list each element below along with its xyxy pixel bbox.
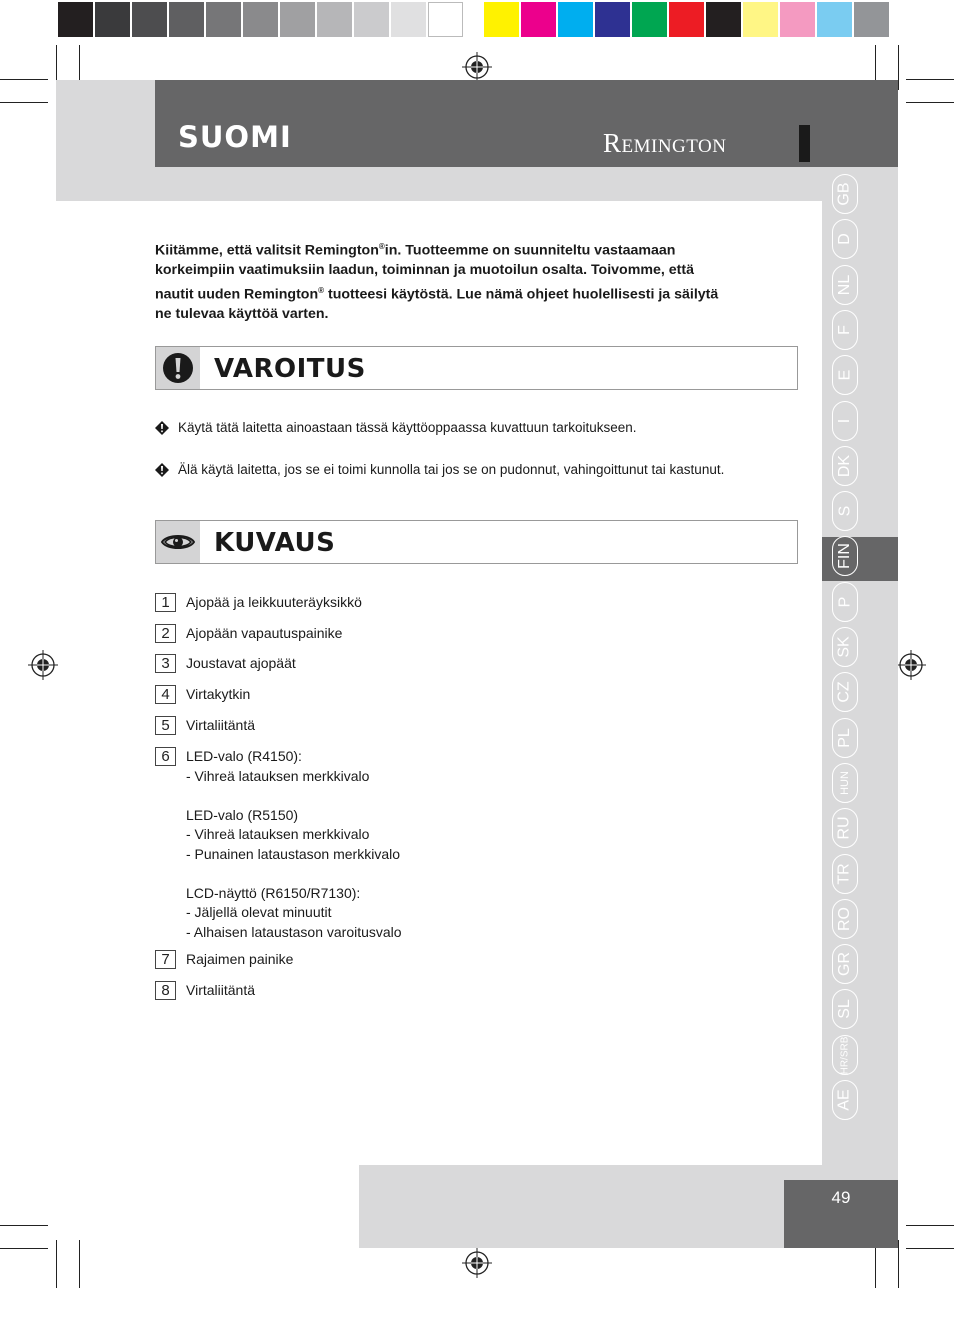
page-title: SUOMI [178,120,292,154]
item-number: 1 [155,593,176,612]
calibration-swatch [780,2,815,37]
language-tab-label: I [835,418,853,424]
language-tab-i[interactable] [832,401,858,441]
language-tab-hr-srb[interactable] [832,1035,858,1075]
item-description [186,716,255,736]
item-line: LCD-näyttö (R6150/R7130): [186,884,361,901]
calibration-swatch [428,2,463,37]
language-tab-label: AE [836,1089,853,1111]
language-tab-label: GB [836,182,853,206]
item-description [186,981,255,1001]
item-number: 3 [155,654,176,673]
item-line: Rajaimen painike [186,951,294,967]
language-tab-fin[interactable] [832,536,858,576]
calibration-swatch [95,2,130,37]
language-tab-e[interactable] [832,355,858,395]
item-number: 4 [155,685,176,704]
warning-text: Älä käytä laitetta, jos se ei toimi kunnolla tai jos se on pudonnut, vahingoittunut tai kastunut. [178,462,725,477]
item-line: Joustavat ajopäät [186,655,296,671]
language-tab-label: SK [836,636,853,658]
color-calibration-bar [484,2,889,37]
crop-mark [898,1240,899,1288]
calibration-swatch [817,2,852,37]
language-tab-nl[interactable] [832,265,858,305]
language-tab-label: F [836,325,853,335]
brand-bar [799,125,810,162]
warning-section-header [155,346,798,390]
crop-mark [79,1240,80,1288]
calibration-swatch [743,2,778,37]
intro-text: nautit uuden Remington [155,286,319,303]
warning-text: Käytä tätä laitetta ainoastaan tässä käyttöoppaassa kuvattuun tarkoitukseen. [178,420,637,435]
eye-icon [156,521,200,563]
item-number: 2 [155,624,176,643]
language-tab-label: NL [835,274,853,296]
crop-mark [906,79,954,80]
language-tab-p[interactable] [832,582,858,622]
item-number: 5 [155,716,176,735]
item-description [186,747,402,942]
language-tab-label: FIN [836,543,853,569]
item-number: 7 [155,950,176,969]
language-tab-label: RU [835,816,853,840]
crop-mark [898,45,899,90]
language-tab-dk[interactable] [832,446,858,486]
registered-mark: ® [378,242,385,251]
language-tab-label: HR/SRB [839,1036,851,1074]
calibration-swatch [169,2,204,37]
language-tab-label: GR [836,952,853,976]
language-tab-sl[interactable] [832,989,858,1029]
item-line: LED-valo (R5150) [186,806,299,823]
page-number: 49 [831,1188,851,1207]
language-tab-label: TR [835,863,853,885]
item-description [186,654,296,674]
language-tab-label: E [835,369,853,381]
warning-title: VAROITUS [214,354,366,384]
language-tab-d[interactable] [832,219,858,259]
calibration-swatch [558,2,593,37]
registration-mark-icon [462,1248,492,1278]
language-tab-label: PL [835,728,853,748]
language-tab-label: P [835,596,853,608]
language-tab-label: HUN [839,771,851,795]
calibration-swatch [706,2,741,37]
item-line: Ajopään vapautuspainike [186,625,343,641]
crop-mark [0,1225,48,1226]
item-line: LED-valo (R4150): [186,748,302,764]
item-description [186,950,293,970]
language-tab-hun[interactable] [832,763,858,803]
crop-mark [0,102,48,103]
language-tab-gb[interactable] [832,174,858,214]
item-number: 6 [155,747,176,766]
language-tab-ro[interactable] [832,899,858,939]
item-description [186,624,342,644]
item-line: - Vihreä latauksen merkkivalo [186,826,370,842]
item-line: Virtakytkin [186,686,251,702]
calibration-swatch [354,2,389,37]
intro-text: ne tulevaa käyttöä varten. [155,305,329,322]
calibration-swatch [484,2,519,37]
calibration-swatch [280,2,315,37]
warning-item [155,420,637,435]
language-tab-label: D [836,233,853,245]
item-line: - Punainen lataustason merkkivalo [186,845,401,862]
language-tab-sk[interactable] [832,627,858,667]
intro-paragraph [155,237,795,324]
brand-logo: Remington [603,128,727,158]
item-description [186,685,250,705]
diamond-bullet-icon [155,421,169,435]
language-tab-ae[interactable] [832,1080,858,1120]
calibration-swatch [391,2,426,37]
warning-item [155,462,724,477]
registration-mark-icon [462,52,492,82]
language-tab-tr[interactable] [832,854,858,894]
item-description [186,593,362,613]
calibration-swatch [132,2,167,37]
item-line: Ajopää ja leikkuuteräyksikkö [186,594,362,610]
language-tab-label: S [835,505,853,517]
item-line: - Vihreä latauksen merkkivalo [186,767,370,784]
description-title: KUVAUS [214,528,336,558]
intro-text: korkeimpiin vaatimuksiin laadun, toiminnan ja muotoilun osalta. Toivomme, että [155,262,694,279]
language-tab-cz[interactable] [832,672,858,712]
diamond-bullet-icon [155,463,169,477]
crop-mark [56,1240,57,1288]
language-tab-label: SL [835,999,853,1019]
crop-mark [906,1225,954,1226]
registration-mark-icon [896,650,926,680]
warning-icon [156,347,200,389]
calibration-swatch [317,2,352,37]
language-tab-label: RO [836,907,853,931]
item-line: - Jäljellä olevat minuutit [186,904,332,920]
calibration-swatch [632,2,667,37]
item-line: - Alhaisen lataustason varoitusvalo [186,923,402,940]
language-tab-gr[interactable] [832,944,858,984]
item-number: 8 [155,981,176,1000]
intro-text: Kiitämme, että valitsit Remington [155,242,379,259]
language-tab-s[interactable] [832,491,858,531]
crop-mark [906,1248,954,1249]
calibration-swatch [669,2,704,37]
calibration-swatch [521,2,556,37]
intro-text: in. Tuotteemme on suunniteltu vastaamaan [384,242,676,259]
description-section-header [155,520,798,564]
language-tab-ru[interactable] [832,808,858,848]
registration-mark-icon [28,650,58,680]
crop-mark [906,102,954,103]
calibration-swatch [854,2,889,37]
calibration-swatch [206,2,241,37]
calibration-swatch [58,2,93,37]
language-tab-f[interactable] [832,310,858,350]
language-tab-label: CZ [835,681,853,703]
language-tab-pl[interactable] [832,718,858,758]
calibration-swatch [595,2,630,37]
registered-mark: ® [318,285,325,295]
intro-text: tuotteesi käytöstä. Lue nämä ohjeet huolellisesti ja säilytä [324,286,719,303]
grayscale-calibration-bar [58,2,463,37]
item-line: Virtaliitäntä [186,717,256,733]
language-tab-label: DK [835,454,853,478]
item-line: Virtaliitäntä [186,982,256,998]
calibration-swatch [243,2,278,37]
item-line [186,864,402,884]
crop-mark [0,1248,48,1249]
crop-mark [0,79,48,80]
item-line [186,786,402,806]
